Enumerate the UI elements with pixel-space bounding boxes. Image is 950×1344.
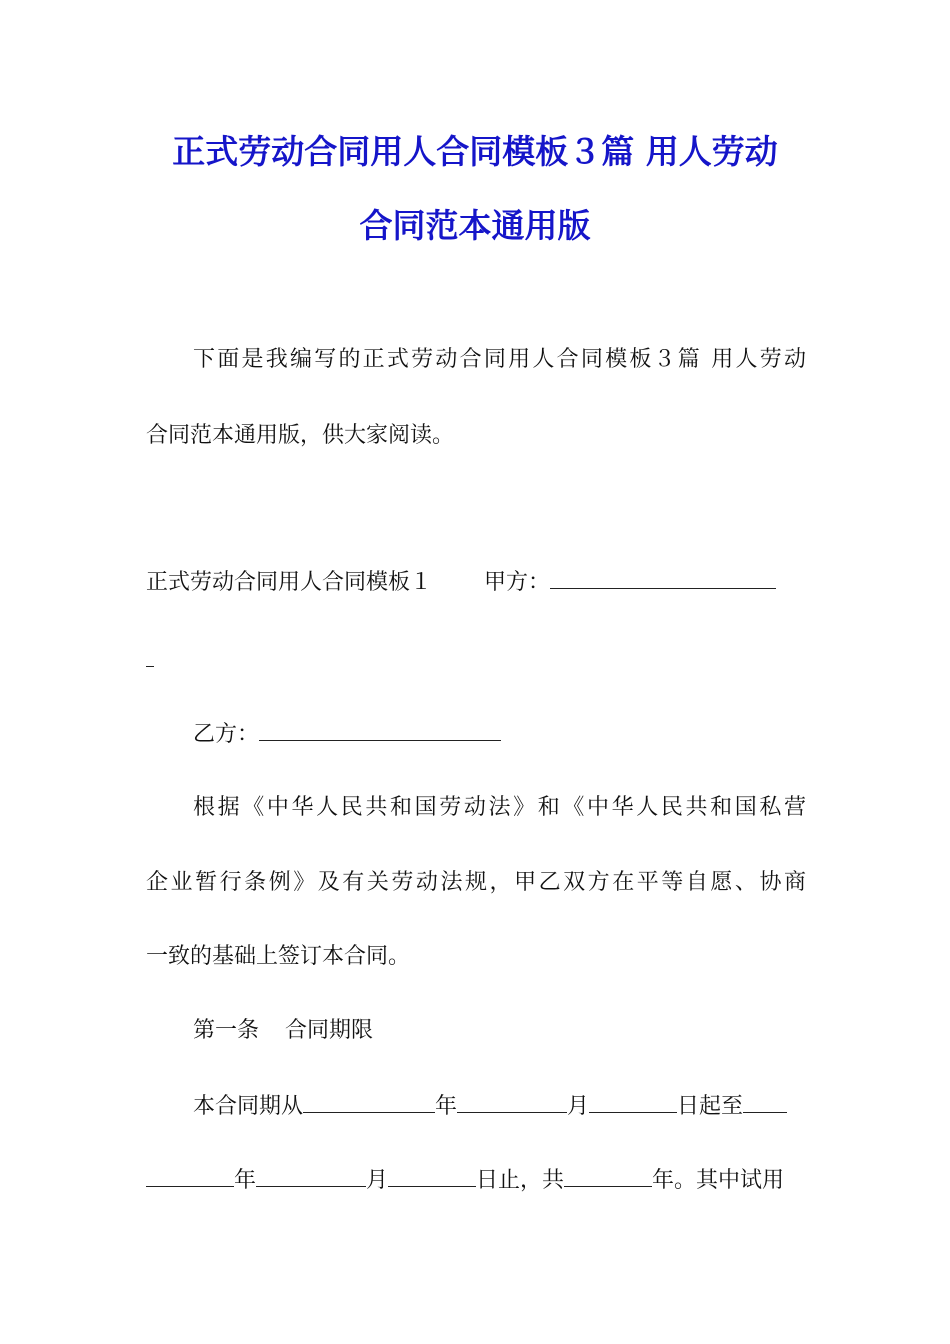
preamble-line-1: 根据《中华人民共和国劳动法》和《中华人民共和国私营 [193, 795, 806, 820]
party-b-blank [259, 720, 501, 741]
article-1-heading-row [193, 1011, 853, 1051]
duration-years-blank [564, 1166, 652, 1187]
end-month-blank [256, 1166, 366, 1187]
preamble-line-3: 一致的基础上签订本合同。 [146, 944, 411, 969]
end-month-label: 月 [366, 1168, 389, 1193]
intro-line-2: 合同范本通用版，供大家阅读。 [146, 423, 455, 448]
start-day-blank [589, 1092, 677, 1113]
party-a-label: 甲方： [484, 570, 551, 595]
document-title-line-1: 正式劳动合同用人合同模板３篇 用人劳动 [172, 132, 778, 171]
party-a-blank-continuation [146, 646, 154, 667]
template-1-heading-row [146, 563, 806, 603]
document-title-line-2: 合同范本通用版 [359, 206, 591, 245]
article-1-title: 合同期限 [285, 1018, 374, 1043]
start-day-label: 日起至 [677, 1094, 744, 1119]
end-year-label: 年 [234, 1168, 257, 1193]
intro-line-1: 下面是我编写的正式劳动合同用人合同模板３篇 用人劳动 [193, 347, 806, 372]
party-a-blank [550, 568, 776, 589]
party-b-row [193, 715, 853, 755]
end-year-blank [146, 1166, 234, 1187]
end-year-blank-start [743, 1092, 787, 1113]
start-year-blank [303, 1092, 435, 1113]
article-1-term-line-2 [146, 1161, 806, 1201]
party-b-label: 乙方： [193, 722, 260, 747]
start-year-label: 年 [435, 1094, 458, 1119]
article-1-term-line-1 [193, 1087, 806, 1127]
end-day-label: 日止，共 [476, 1168, 565, 1193]
end-day-blank [388, 1166, 476, 1187]
article-1-number: 第一条 [193, 1018, 260, 1043]
party-a-blank-continuation-row [146, 641, 806, 681]
preamble-line-2: 企业暂行条例》及有关劳动法规，甲乙双方在平等自愿、协商 [146, 870, 806, 895]
template-1-heading: 正式劳动合同用人合同模板１ [146, 570, 433, 595]
term-start-label: 本合同期从 [193, 1094, 304, 1119]
start-month-label: 月 [567, 1094, 590, 1119]
start-month-blank [457, 1092, 567, 1113]
duration-trial-label: 年。其中试用 [652, 1168, 785, 1193]
